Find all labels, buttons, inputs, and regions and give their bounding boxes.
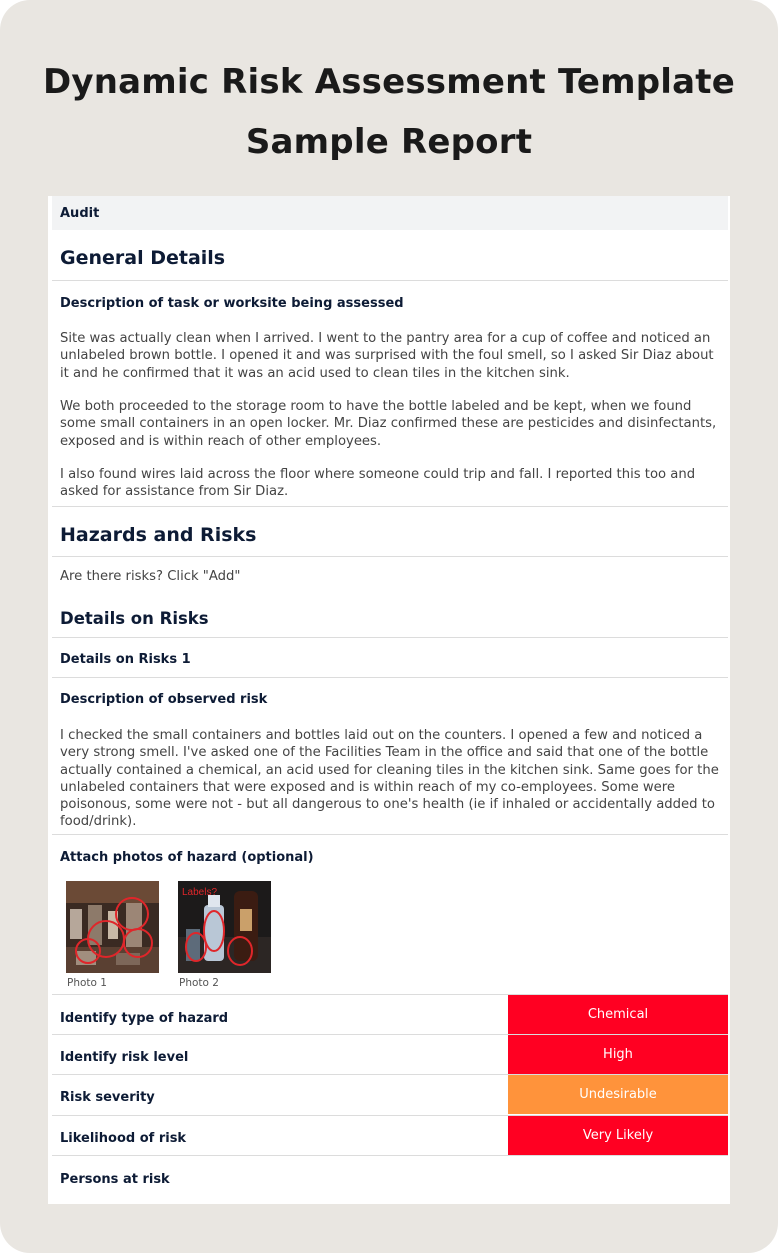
task-description-paragraph-3: I also found wires laid across the floor where someone could trip and fall. I reported this too and asked for assistance from Sir Diaz. [60,467,696,500]
hazard-photo-1[interactable] [66,881,159,973]
field-value-risk-level: High [508,1035,728,1074]
hazards-section [52,507,728,557]
sample-report [48,196,730,1204]
photos-item [52,835,728,995]
page-title-line1: Dynamic Risk Assessment Template [42,62,736,102]
details-on-risks-1-row [52,638,728,678]
field-label-likelihood: Likelihood of risk [60,1131,187,1146]
hazards-prompt: Are there risks? Click "Add" [60,569,241,584]
persons-at-risk-row [52,1156,728,1196]
field-row-risk-severity [52,1075,728,1116]
field-value-likelihood: Very Likely [508,1116,728,1155]
hazard-photo-1-image [66,881,159,973]
task-description-label: Description of task or worksite being assessed [60,296,404,311]
observed-risk-item [52,678,728,835]
hazard-photo-2-image [178,881,271,973]
audit-label: Audit [60,206,100,221]
observed-risk-label: Description of observed risk [60,692,268,707]
hazard-photo-1-caption: Photo 1 [67,977,107,989]
photos-label: Attach photos of hazard (optional) [60,850,314,865]
details-on-risks-heading: Details on Risks [60,609,209,628]
field-row-hazard-type [52,995,728,1035]
hazards-heading: Hazards and Risks [60,524,257,546]
field-row-likelihood [52,1116,728,1156]
page-title-line2: Sample Report [245,122,533,162]
general-details-heading: General Details [60,247,226,269]
hazard-photo-2-overlay-text: Labels? [182,887,218,898]
task-description-paragraph-1: Site was actually clean when I arrived. I went to the pantry area for a cup of coffee and noticed an unlabeled brown bottle. I opened it and was surprised with the foul smell, so I asked Sir Diaz about it and he confirmed that it was an acid used to clean tiles in the kitchen sink. [60,331,714,381]
audit-row [52,196,728,230]
field-value-hazard-type: Chemical [508,995,728,1034]
task-description-paragraph-2: We both proceeded to the storage room to have the bottle labeled and be kept, when we found some small containers in an open locker. Mr. Diaz confirmed these are pesticides and disinfectants, exposed and is within reach of other employees. [60,399,717,449]
field-label-risk-severity: Risk severity [60,1090,155,1105]
page-title [0,52,778,172]
field-row-risk-level [52,1035,728,1075]
persons-at-risk-label: Persons at risk [60,1172,170,1187]
hazard-photo-2[interactable] [178,881,271,973]
details-on-risks-1-label: Details on Risks 1 [60,652,191,667]
hazards-prompt-row [52,557,728,598]
hazard-photo-2-caption: Photo 2 [179,977,219,989]
general-details-section [52,230,728,281]
details-on-risks-section [52,598,728,638]
field-label-hazard-type: Identify type of hazard [60,1011,229,1026]
observed-risk-text: I checked the small containers and bottles laid out on the counters. I opened a few and noticed a very strong smell. I've asked one of the Facilities Team in the office and said that one of the bottle actually contained a chemical, an acid used for cleaning tiles in the kitchen sink. Same goes for the unlabeled containers that were exposed and is within reach of my co-employees. Some were poisonous, some were not - but all dangerous to one's health (ie if inhaled or accidentally added to food/drink). [60,728,719,830]
task-description-item [52,281,728,507]
field-value-risk-severity: Undesirable [508,1075,728,1114]
field-label-risk-level: Identify risk level [60,1050,189,1065]
